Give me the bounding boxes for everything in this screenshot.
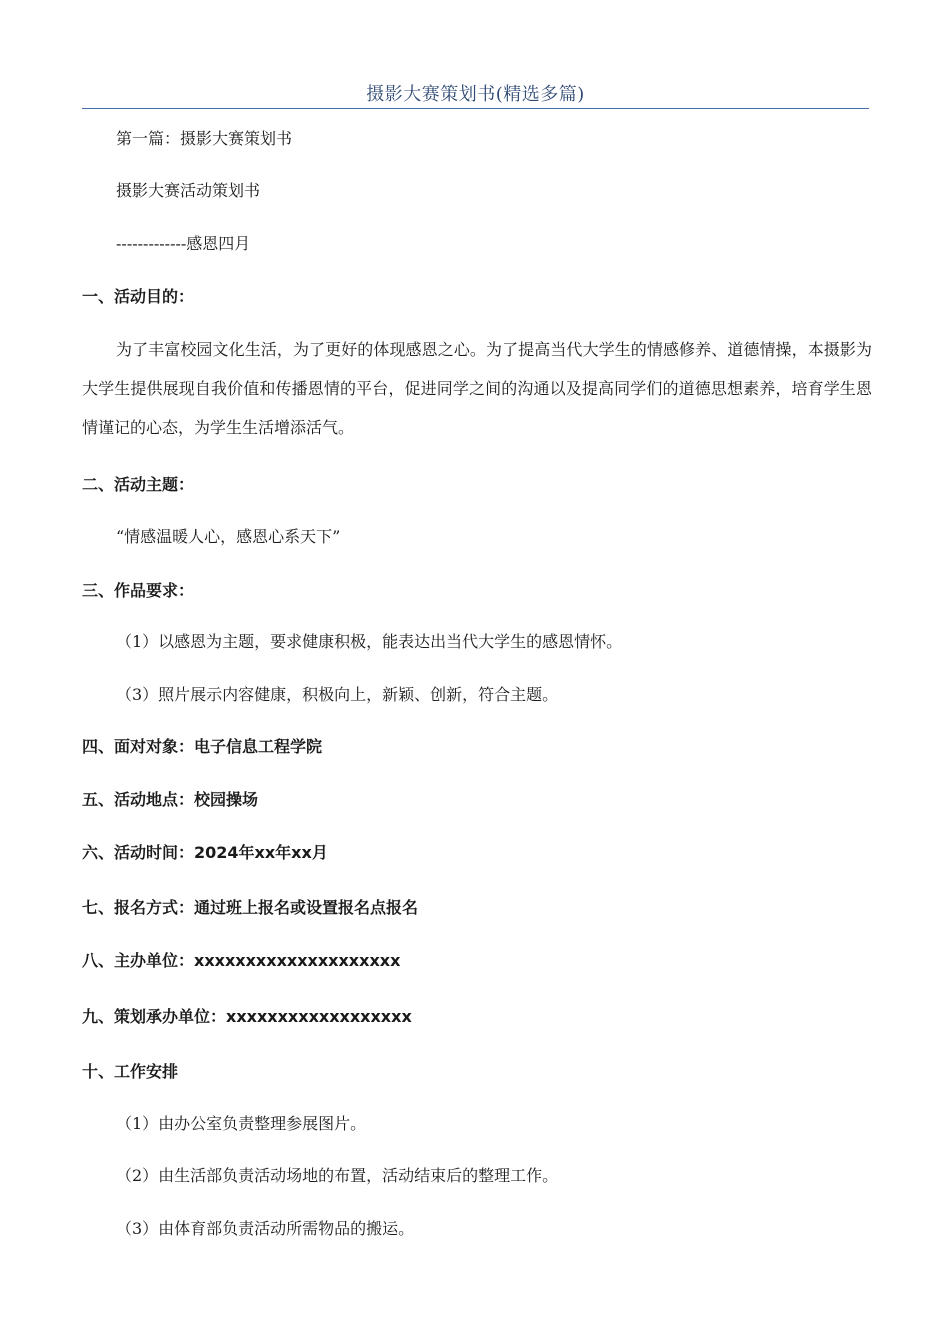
- section-heading-requirements: 三、作品要求：: [82, 581, 195, 600]
- section-heading-purpose: 一、活动目的：: [82, 287, 195, 306]
- requirement-item: （1）以感恩为主题，要求健康积极，能表达出当代大学生的感恩情怀。: [116, 632, 623, 651]
- section-heading-organizer: 九、策划承办单位：xxxxxxxxxxxxxxxxxx: [82, 1007, 412, 1026]
- purpose-paragraph: 为了丰富校园文化生活，为了更好的体现感恩之心。为了提高当代大学生的情感修养、道德情操，本摄影为大学生提供展现自我价值和传播恩情的平台，促进同学之间的沟通以及提高同学们的道德思想素养，培育学生恩情谨记的心态，为学生生活增添活气。: [82, 340, 872, 437]
- section-heading-host: 八、主办单位：xxxxxxxxxxxxxxxxxxxx: [82, 951, 401, 970]
- requirement-item: （3）照片展示内容健康，积极向上，新颖、创新，符合主题。: [116, 685, 559, 704]
- section-heading-time: 六、活动时间：2024年xx年xx月: [82, 843, 328, 862]
- theme-text: “情感温暖人心，感恩心系天下”: [116, 527, 341, 546]
- document-title: 摄影大赛策划书(精选多篇): [366, 84, 585, 105]
- section-heading-location: 五、活动地点：校园操场: [82, 790, 259, 809]
- part-title: 第一篇：摄影大赛策划书: [116, 129, 293, 148]
- section-heading-registration: 七、报名方式：通过班上报名或设置报名点报名: [82, 898, 419, 917]
- section-heading-audience: 四、面对对象：电子信息工程学院: [82, 737, 323, 756]
- section-heading-theme: 二、活动主题：: [82, 475, 195, 494]
- arrangement-item: （2）由生活部负责活动场地的布置，活动结束后的整理工作。: [116, 1166, 559, 1185]
- plan-tagline: -------------感恩四月: [116, 234, 251, 253]
- section-heading-arrangement: 十、工作安排: [82, 1062, 179, 1081]
- plan-subtitle: 摄影大赛活动策划书: [116, 181, 261, 200]
- arrangement-item: （3）由体育部负责活动所需物品的搬运。: [116, 1219, 415, 1238]
- title-underline: [82, 108, 869, 109]
- arrangement-item: （1）由办公室负责整理参展图片。: [116, 1114, 367, 1133]
